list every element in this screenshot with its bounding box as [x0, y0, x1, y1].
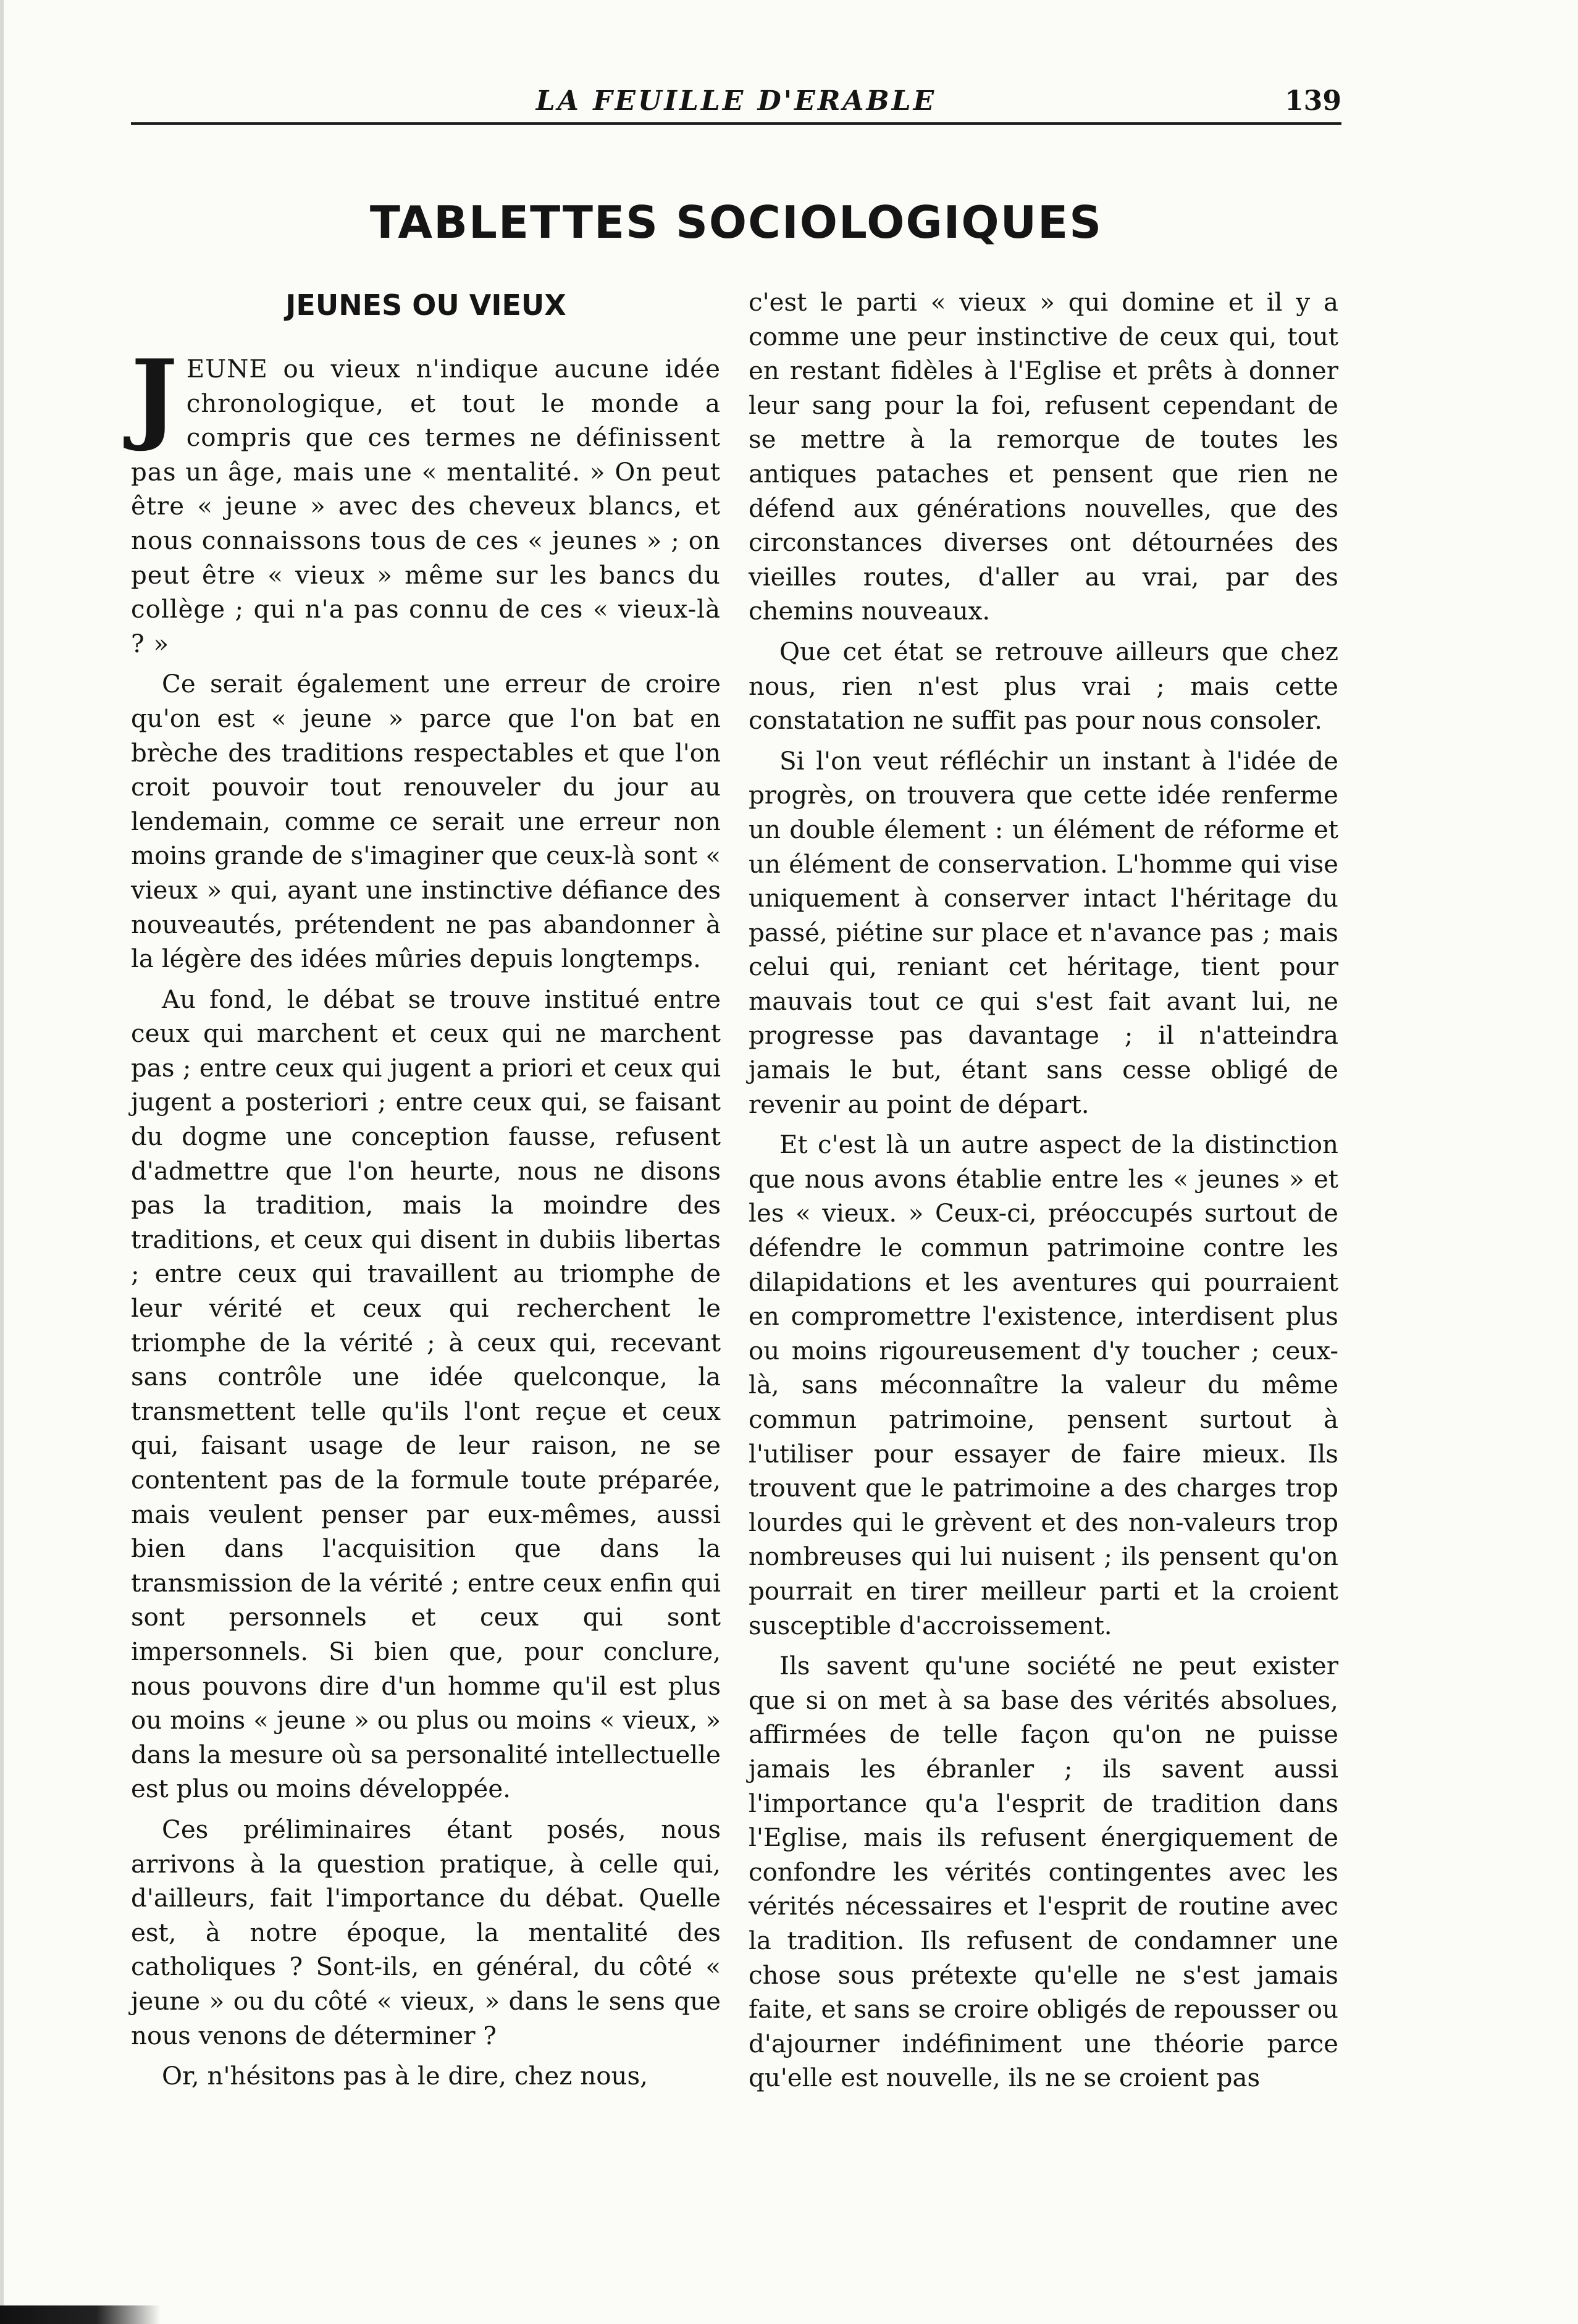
running-title: LA FEUILLE D'ERABLE — [535, 85, 937, 117]
header-rule — [131, 122, 1341, 125]
left-column — [131, 288, 721, 2094]
paragraph: Or, n'hésitons pas à le dire, chez nous, — [162, 2062, 648, 2091]
right-column — [749, 285, 1338, 2095]
article-title: TABLETTES SOCIOLOGIQUES — [369, 196, 1103, 248]
paragraph: Et c'est là un autre aspect de la distinction que nous avons établie entre les « jeunes » et les « vieux. » Ceux-ci, préoccupés surtout de défendre le commun patrimoine contre les dilapidations et les aventures qui pourraient en compromettre l'existence, interdisent plus ou moins rigoureusement d'y toucher ; ceux-là, sans méconnaître la valeur du même commun patrimoine, pensent surtout à l'utiliser pour essayer de faire mieux. Ils trouvent que le patrimoine a des charges trop lourdes qui le grèvent et des non-valeurs trop nombreuses qui lui nuisent ; ils pensent qu'on pourrait en tirer meilleur parti et la croient susceptible d'accroissement. — [749, 1130, 1338, 1640]
page-header — [131, 82, 1341, 137]
paragraph: Ils savent qu'une société ne peut exister que si on met à sa base des vérités absolues, affirmées de telle façon qu'on ne puisse jamais les ébranler ; ils savent aussi l'importance qu'a l'esprit de tradition dans l'Eglise, mais ils refusent énergiquement de confondre les vérités contingentes avec les vérités nécessaires et l'esprit de routine avec la tradition. Ils refusent de condamner une chose sous prétexte qu'elle ne s'est jamais faite, et sans se croire obligés de repousser ou d'ajourner indéfiniment une théorie parce qu'elle est nouvelle, ils ne se croient pas — [749, 1651, 1338, 2093]
paragraph: Si l'on veut réfléchir un instant à l'idée de progrès, on trouvera que cette idée renferme un double élement : un élément de réforme et un élément de conservation. L'homme qui vise uniquement à conserver intact l'héritage du passé, piétine sur place et n'avance pas ; mais celui qui, reniant cet héritage, tient pour mauvais tout ce qui s'est fait avant lui, ne progresse pas davantage ; il n'atteindra jamais le but, étant sans cesse obligé de revenir au point de départ. — [749, 746, 1338, 1119]
scan-shadow — [0, 2305, 161, 2324]
paragraph: JEUNE ou vieux n'indique aucune idée chronologique, et tout le monde a compris que ces termes ne définissent pas un âge, mais une « mentalité. » On peut être « jeune » avec des cheveux blancs, et nous connaissons tous de ces « jeunes » ; on peut être « vieux » même sur les bancs du collège ; qui n'a pas connu de ces « vieux-là ? » — [131, 338, 721, 658]
paragraph: Au fond, le débat se trouve institué entre ceux qui marchent et ceux qui ne marchent pas ; entre ceux qui jugent a priori et ceux qui jugent a posteriori ; entre ceux qui, se faisant du dogme une conception fausse, refusent d'admettre que l'on heurte, nous ne disons pas la tradition, mais la moindre des traditions, et ceux qui disent in dubiis libertas ; entre ceux qui travaillent au triomphe de leur vérité et ceux qui recherchent le triomphe de la vérité ; à ceux qui, recevant sans contrôle une idée quelconque, la transmettent telle qu'ils l'ont reçue et ceux qui, faisant usage de leur raison, ne se contentent pas de la formule toute préparée, mais veulent penser par eux-mêmes, aussi bien dans l'acquisition que dans la transmission de la vérité ; entre ceux enfin qui sont personnels et ceux qui sont impersonnels. Si bien que, pour conclure, nous pouvons dire d'un homme qu'il est plus ou moins « jeune » ou plus ou moins « vieux, » dans la mesure où sa personalité intellectuelle est plus ou moins développée. — [131, 984, 721, 1804]
paragraph: c'est le parti « vieux » qui domine et il y a comme une peur instinctive de ceux qui, tout en restant fidèles à l'Eglise et prêts à donner leur sang pour la foi, refusent cependant de se mettre à la remorque de toutes les antiques pataches et pensent que rien ne défend aux générations nouvelles, que des circonstances diverses ont détournées des vieilles routes, d'aller au vrai, par des chemins nouveaux. — [749, 288, 1338, 626]
scan-edge — [0, 0, 4, 2324]
paragraph: Que cet état se retrouve ailleurs que chez nous, rien n'est plus vrai ; mais cette constatation ne suffit pas pour nous consoler. — [749, 637, 1338, 736]
paragraph: Ce serait également une erreur de croire qu'on est « jeune » parce que l'on bat en brèche des traditions respectables et que l'on croit pouvoir tout renouveler du jour au lendemain, comme ce serait une erreur non moins grande de s'imaginer que ceux-là sont « vieux » qui, ayant une instinctive défiance des nouveautés, prétendent ne pas abandonner à la légère des idées mûries depuis longtemps. — [131, 669, 721, 974]
paragraph: Ces préliminaires étant posés, nous arrivons à la question pratique, à celle qui, d'ailleurs, fait l'importance du débat. Quelle est, à notre époque, la mentalité des catholiques ? Sont-ils, en général, du côté « jeune » ou du côté « vieux, » dans le sens que nous venons de déterminer ? — [131, 1814, 721, 2050]
section-heading: JEUNES OU VIEUX — [285, 288, 566, 322]
page-number: 139 — [1285, 85, 1341, 117]
drop-cap: J — [131, 338, 178, 454]
